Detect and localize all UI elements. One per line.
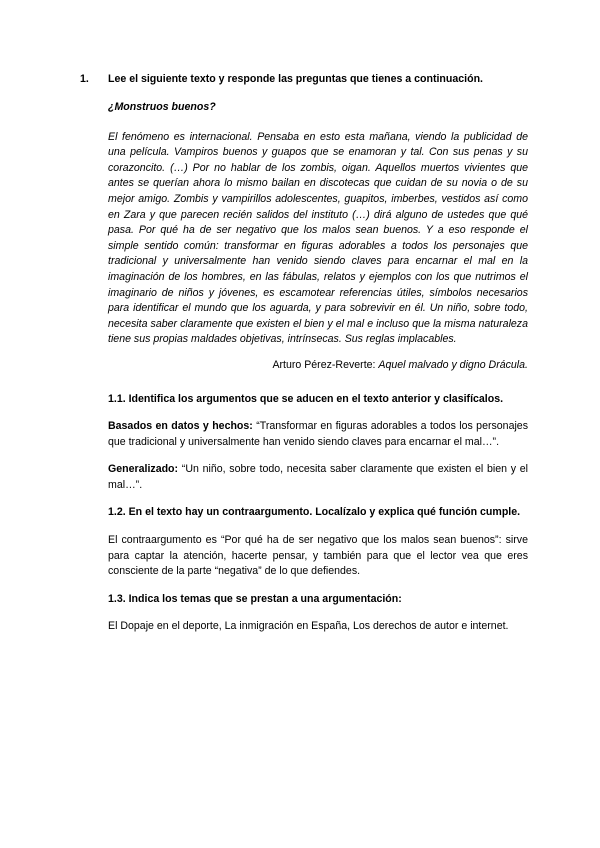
- text-author: Arturo Pérez-Reverte:: [272, 358, 379, 371]
- text-body: El fenómeno es internacional. Pensaba en esto esta mañana, viendo la publicidad de una película. Vampiros buenos y guapos que se enamoran y tal. Con sus penas y su corazoncito. (…) Por no hablar de los zombis, oigan. Aquellos muertos vivientes que antes se querían ahora lo mismo bailan en discotecas que cuidan de su novia o de su mejor amigo. Zombis y vampirillos adolescentes, guapitos, imberbes, vestidos así como en Zara y que parecen recién salidos del instituto (…) dirá alguno de ustedes que qué pasa. Por qué ha de ser negativo que los malos sean buenos. Y a eso responde el simple sentido común: transformar en figuras adorables a todos los personajes que tradicional y universalmente han venido siendo claves para encarnar el mal en la imaginación de los hombres, en las fábulas, relatos y ejemplos con los que nutrimos el imaginario de niños y jóvenes, es escamotear referencias útiles, símbolos necesarios para identificar el mundo que los aguarda, y para sobrevivir en él. Un niño, sobre todo, necesita saber claramente que existen el bien y el mal e incluso que la misma naturaleza tiene sus propias maldades objetivas, intrínsecas. Sus reglas implacables.: [108, 130, 528, 346]
- q11-answer-1-label: Basados en datos y hechos:: [108, 420, 253, 433]
- content: [108, 100, 528, 647]
- text-title: ¿Monstruos buenos?: [108, 101, 216, 113]
- question-instruction: Lee el siguiente texto y responde las preguntas que tienes a continuación.: [108, 73, 483, 85]
- q11-heading: 1.1. Identifica los argumentos que se aducen en el texto anterior y clasifícalos.: [108, 392, 504, 405]
- q13-answer: El Dopaje en el deporte, La inmigración en España, Los derechos de autor e internet.: [108, 620, 509, 633]
- question-number: 1.: [80, 73, 89, 85]
- q11-answer-1-text: “Transformar en figuras adorables a todos los personajes que tradicional y universalmente han venido siendo claves para encarnar el mal…”.: [108, 420, 528, 448]
- q11-answer-2: [108, 462, 528, 493]
- q11-answer-1: [108, 419, 528, 450]
- text-attribution: [108, 358, 528, 374]
- q11-answer-2-text: “Un niño, sobre todo, necesita saber claramente que existen el bien y el mal…”.: [108, 463, 528, 491]
- q13-heading: 1.3. Indica los temas que se prestan a una argumentación:: [108, 592, 402, 605]
- q12-heading: 1.2. En el texto hay un contraargumento. Localízalo y explica qué función cumple.: [108, 506, 521, 519]
- q12-answer: El contraargumento es “Por qué ha de ser negativo que los malos sean buenos”: sirve para captar la atención, hacerte pensar, y también para que el lector vea que eres consciente de la parte “negativa” de lo que defiendes.: [108, 534, 528, 578]
- question-heading: [80, 72, 540, 88]
- text-work: Aquel malvado y digno Drácula.: [378, 358, 528, 371]
- q11-answer-2-label: Generalizado:: [108, 463, 179, 476]
